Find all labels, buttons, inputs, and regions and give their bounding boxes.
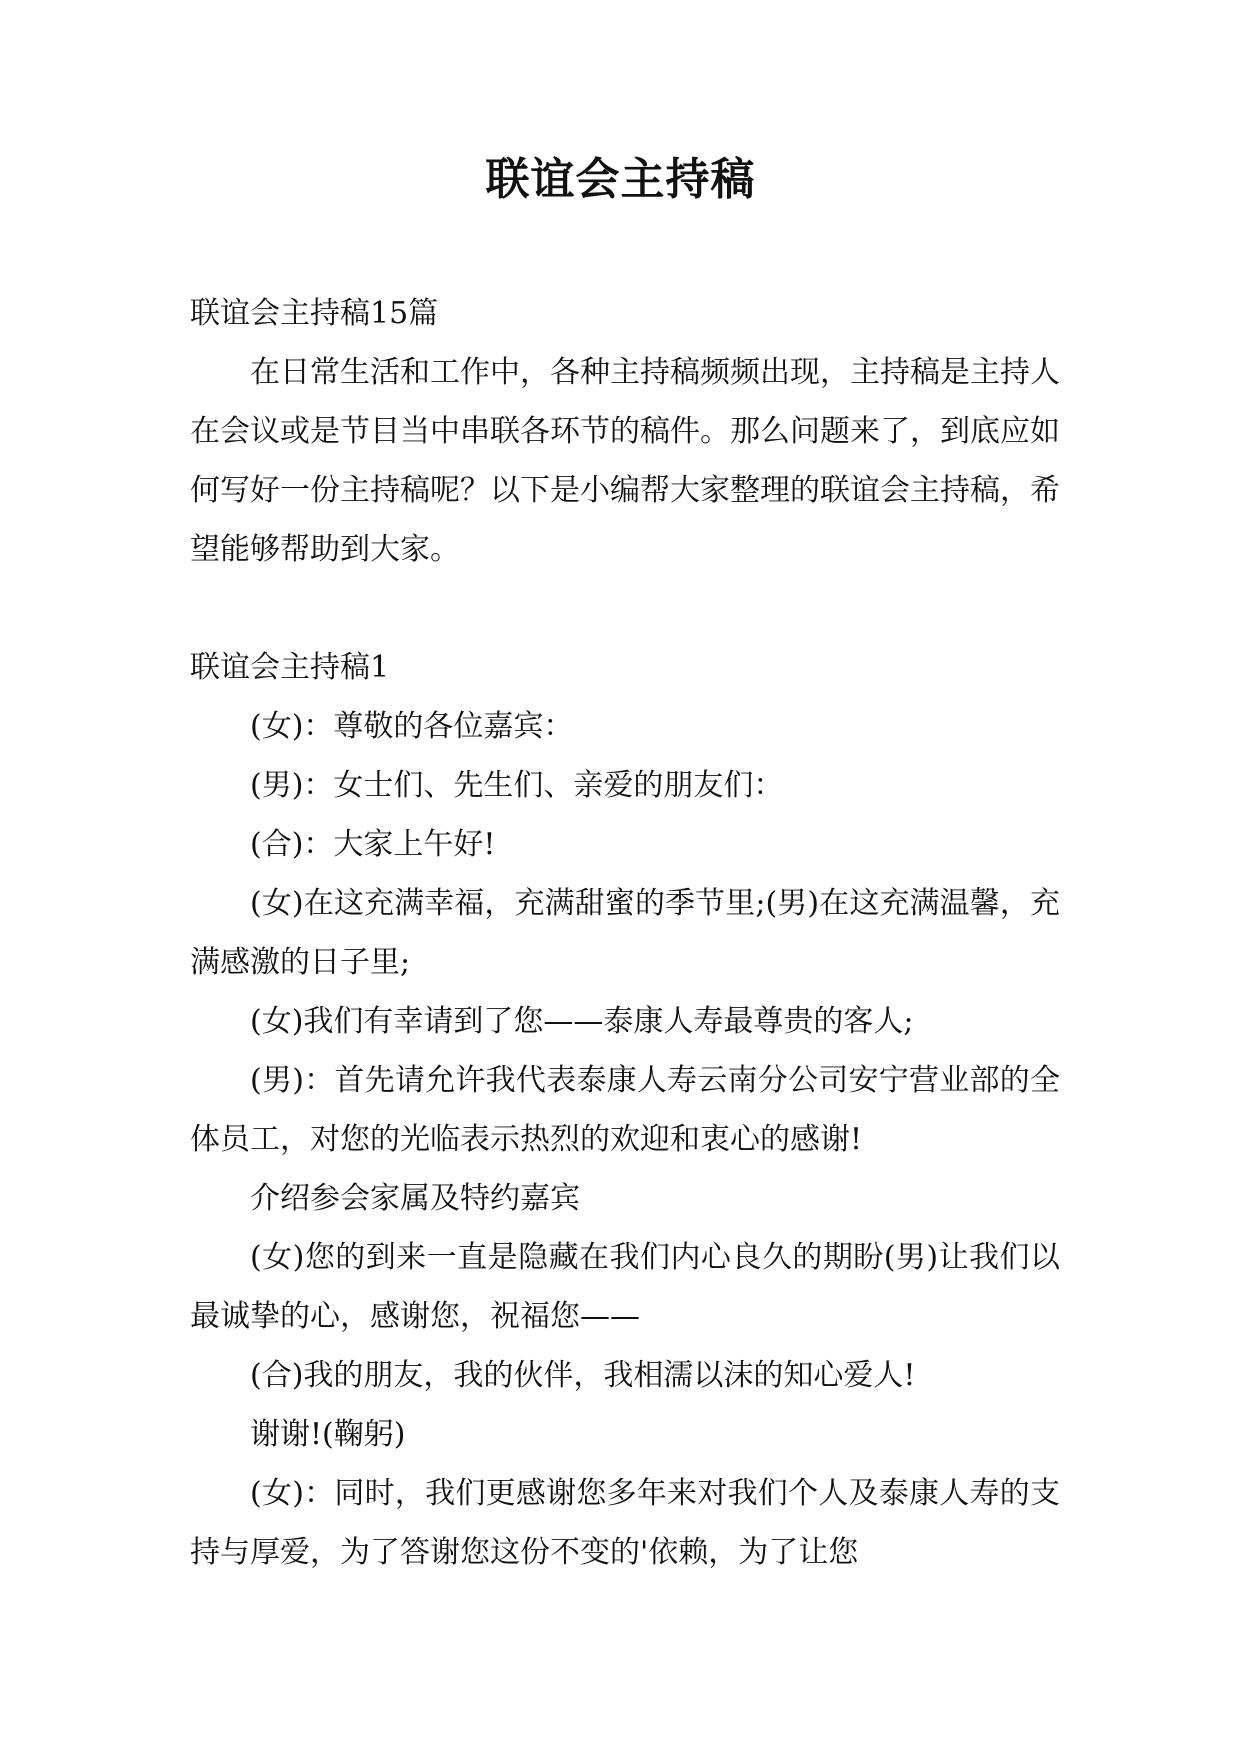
script-line: (合)：大家上午好!	[250, 827, 496, 862]
script-line: 介绍参会家属及特约嘉宾	[250, 1181, 580, 1216]
document-body	[190, 284, 1060, 1582]
section-heading: 联谊会主持稿1	[190, 650, 390, 685]
paragraph-gap	[190, 579, 1060, 638]
script-line: (女)您的到来一直是隐藏在我们内心良久的期盼(男)让我们以最诚挚的心，感谢您，祝福您——	[190, 1240, 1060, 1334]
script-line: (女)：同时，我们更感谢您多年来对我们个人及泰康人寿的支持与厚爱，为了答谢您这份不变的'依赖，为了让您	[190, 1476, 1060, 1570]
document-title: 联谊会主持稿	[485, 154, 756, 205]
script-line: (女)我们有幸请到了您——泰康人寿最尊贵的客人;	[250, 1004, 914, 1039]
script-line: (女)在这充满幸福，充满甜蜜的季节里;(男)在这充满温馨，充满感激的日子里;	[190, 886, 1060, 980]
collection-heading: 联谊会主持稿15篇	[190, 296, 439, 331]
script-line: (男)：女士们、先生们、亲爱的朋友们：	[250, 768, 784, 803]
intro-paragraph: 在日常生活和工作中，各种主持稿频频出现，主持稿是主持人在会议或是节目当中串联各环节的稿件。那么问题来了，到底应如何写好一份主持稿呢？以下是小编帮大家整理的联谊会主持稿，希望能够帮助到大家。	[190, 355, 1060, 567]
script-line: (女)：尊敬的各位嘉宾：	[250, 709, 574, 744]
script-line: (男)：首先请允许我代表泰康人寿云南分公司安宁营业部的全体员工，对您的光临表示热烈的欢迎和衷心的感谢!	[190, 1063, 1060, 1157]
script-line: (合)我的朋友，我的伙伴，我相濡以沫的知心爱人!	[250, 1358, 916, 1393]
script-line: 谢谢!(鞠躬)	[250, 1417, 406, 1452]
